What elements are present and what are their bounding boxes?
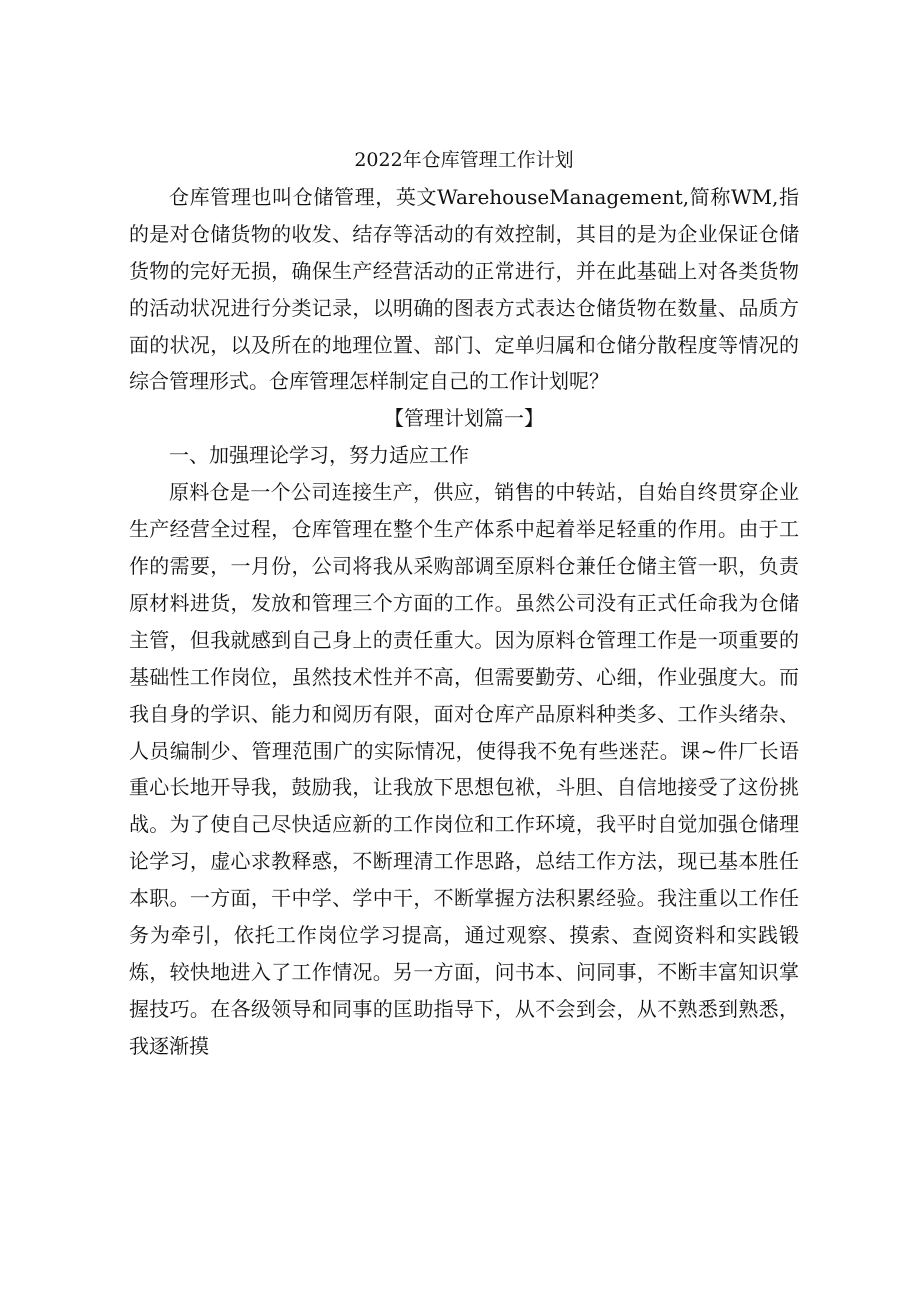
intro-paragraph: 仓库管理也叫仓储管理，英文WarehouseManagement,简称WM,指的是对仓储货物的收发、结存等活动的有效控制，其目的是为企业保证仓储货物的完好无损，确保生产经营活动的正常进行，并在此基础上对各类货物的活动状况进行分类记录，以明确的图表方式表达仓储货物在数量、品质方面的状况，以及所在的地理位置、部门、定单归属和仓储分散程度等情况的综合管理形式。仓库管理怎样制定自己的工作计划呢？ xyxy=(129,184,799,394)
section-title: 【管理计划篇一】 xyxy=(384,406,544,431)
document-body xyxy=(129,142,799,1065)
body-paragraph: 原料仓是一个公司连接生产，供应，销售的中转站，自始自终贯穿企业生产经营全过程，仓库管理在整个生产体系中起着举足轻重的作用。由于工作的需要，一月份，公司将我从采购部调至原料仓兼任仓储主管一职，负责原材料进货，发放和管理三个方面的工作。虽然公司没有正式任命我为仓储主管，但我就感到自己身上的责任重大。因为原料仓管理工作是一项重要的基础性工作岗位，虽然技术性并不高，但需要勤劳、心细，作业强度大。而我自身的学识、能力和阅历有限，面对仓库产品原料种类多、工作头绪杂、人员编制少、管理范围广的实际情况，使得我不免有些迷茫。课~件厂长语重心长地开导我，鼓励我，让我放下思想包袱，斗胆、自信地接受了这份挑战。为了使自己尽快适应新的工作岗位和工作环境，我平时自觉加强仓储理论学习，虚心求教释惑，不断理清工作思路，总结工作方法，现已基本胜任本职。一方面，干中学、学中干，不断掌握方法积累经验。我注重以工作任务为牵引，依托工作岗位学习提高，通过观察、摸索、查阅资料和实践锻炼，较快地进入了工作情况。另一方面，问书本、问同事，不断丰富知识掌握技巧。在各级领导和同事的匡助指导下，从不会到会，从不熟悉到熟悉，我逐渐摸 xyxy=(129,480,799,1058)
document-title: 2022年仓库管理工作计划 xyxy=(354,149,574,171)
section-heading: 一、加强理论学习，努力适应工作 xyxy=(169,443,469,468)
